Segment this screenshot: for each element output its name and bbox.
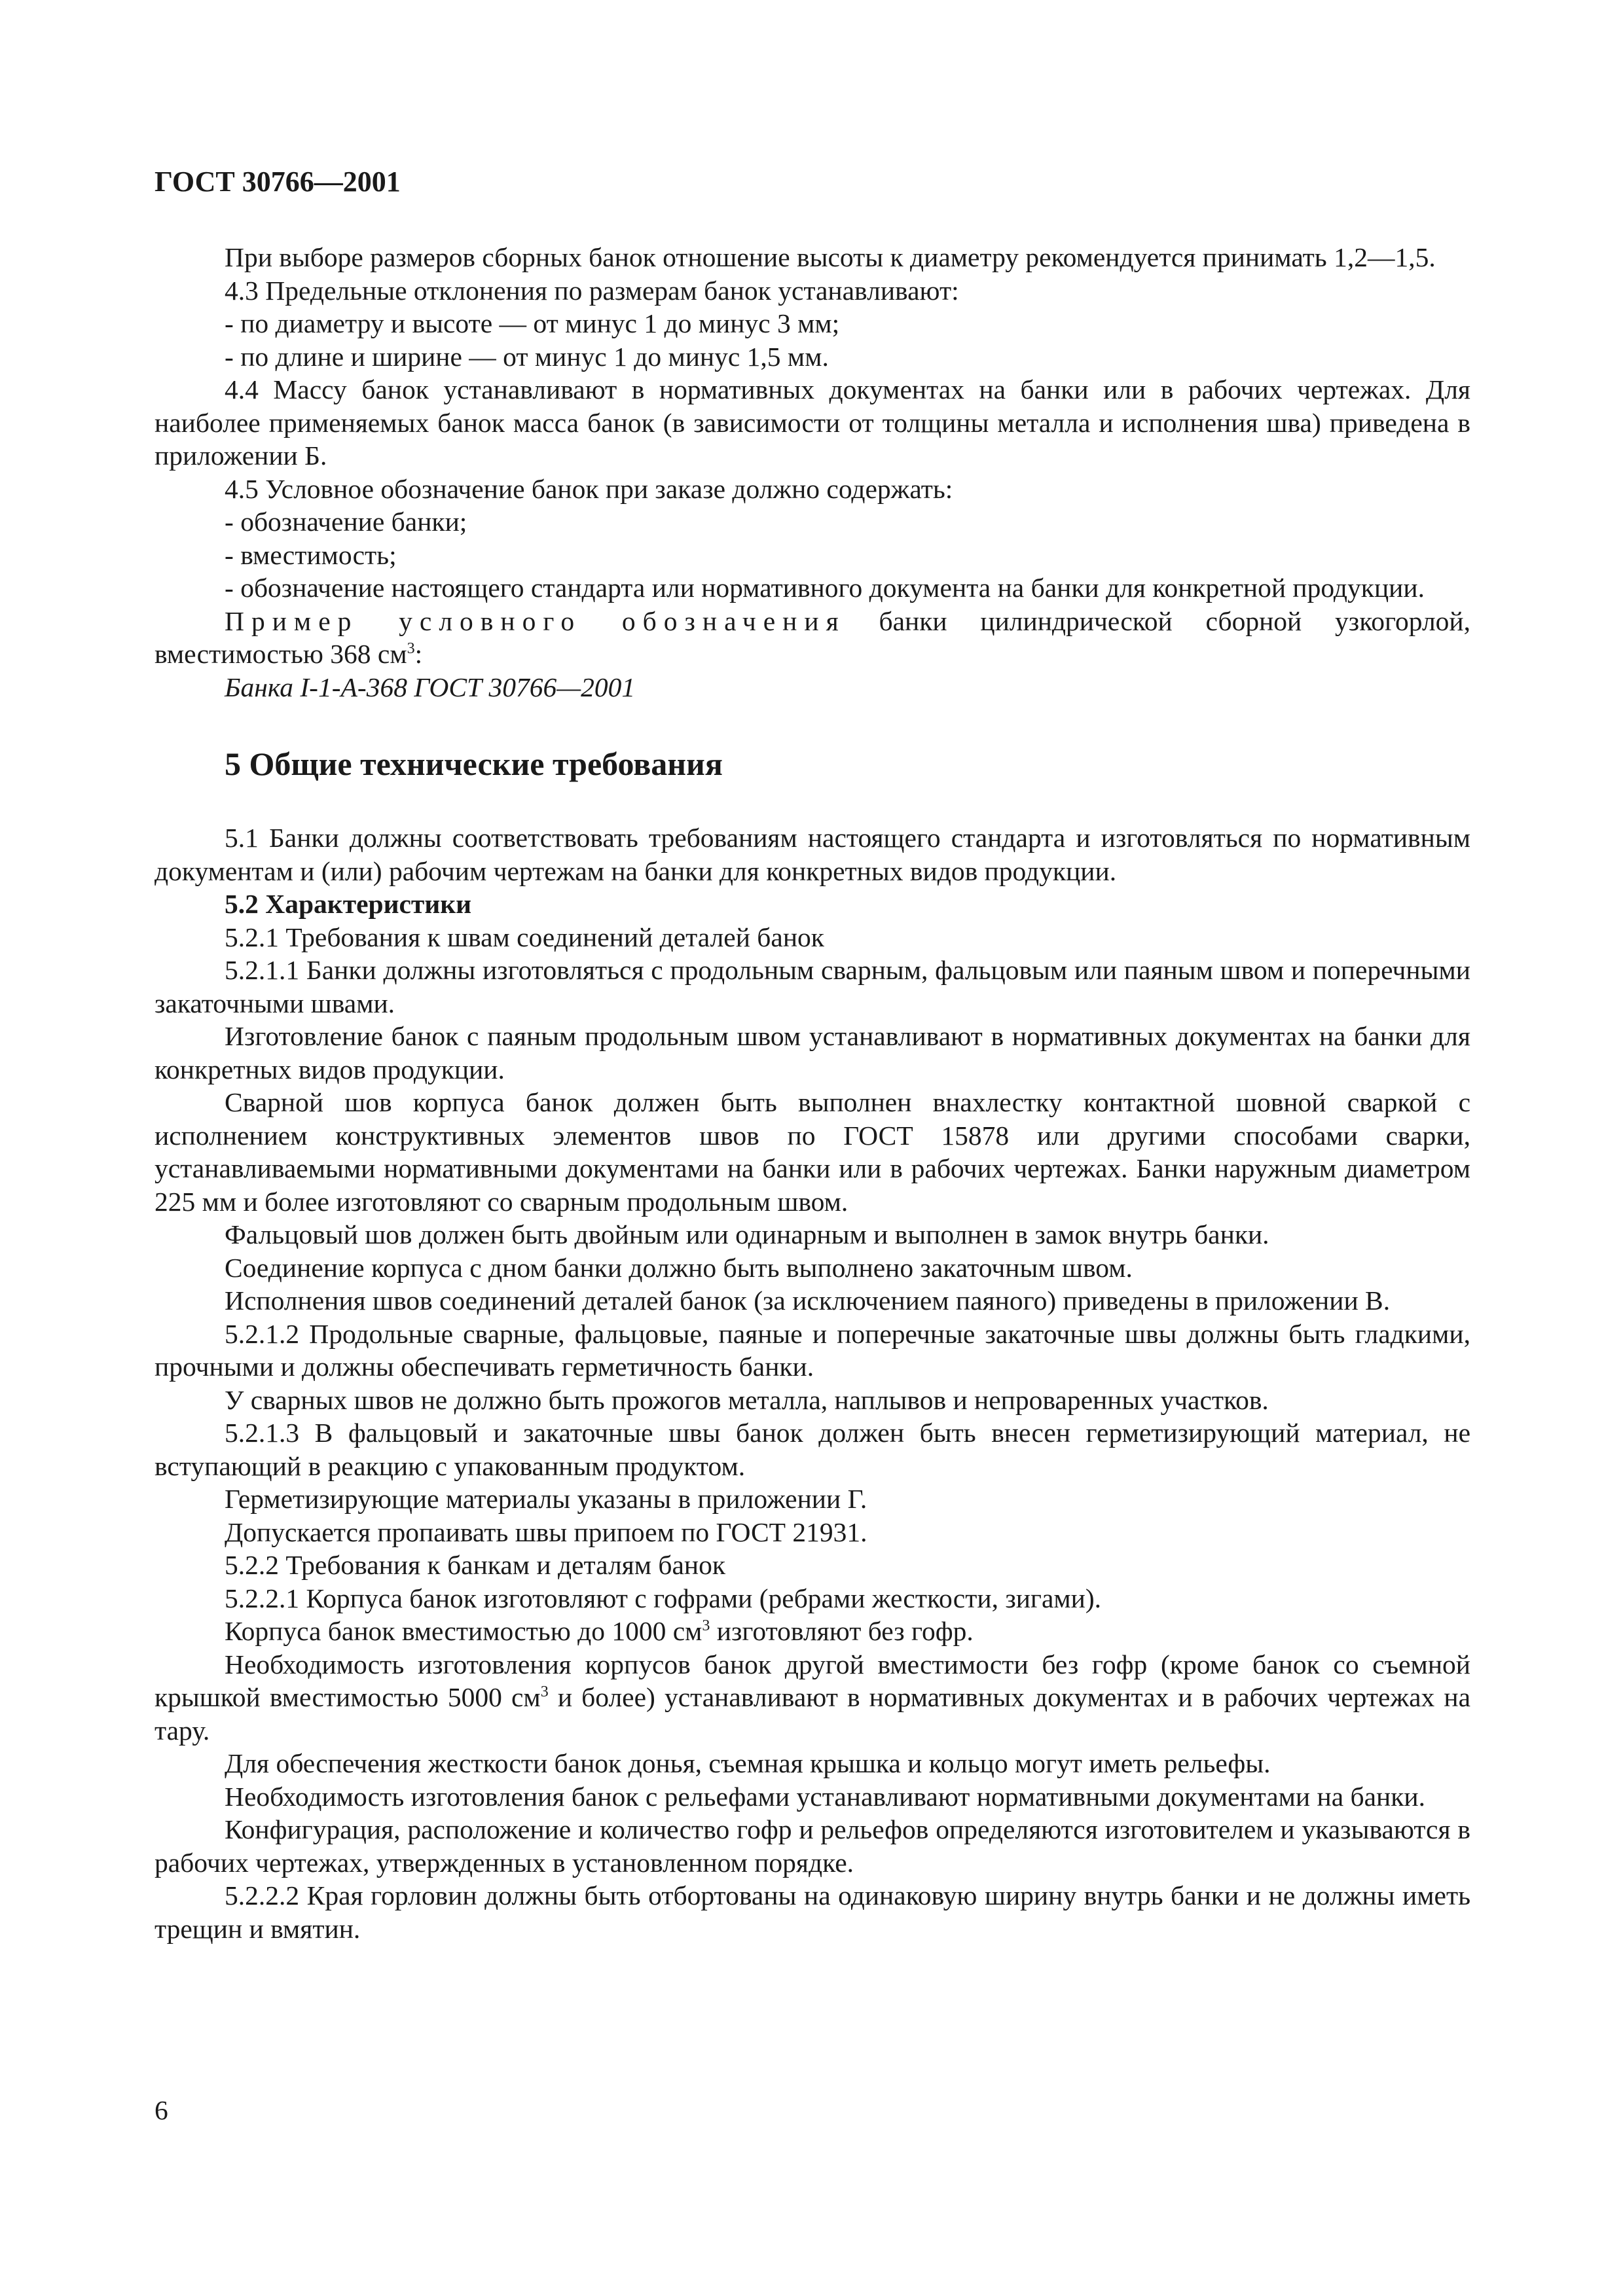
paragraph: 4.3 Предельные отклонения по размерам банок устанавливают: <box>225 275 959 306</box>
page-number: 6 <box>155 2095 168 2125</box>
section-title: 5 Общие технические требования <box>225 745 723 782</box>
list-item: - вместимость; <box>225 539 397 570</box>
subsection-heading: 5.2 Характеристики <box>225 889 472 919</box>
paragraph: 5.2.1.2 Продольные сварные, фальцовые, паяные и поперечные закаточные швы должны быть гладкими, прочными и должны обеспечивать герметичность банки. <box>155 1318 1470 1382</box>
paragraph: Необходимость изготовления банок с рельефами устанавливают нормативными документами на банки. <box>225 1781 1426 1812</box>
text-span: Корпуса банок вместимостью до 1000 см <box>225 1616 702 1646</box>
designation-example: Банка I-1-А-368 ГОСТ 30766—2001 <box>225 672 636 702</box>
paragraph <box>155 1615 1470 1648</box>
paragraph: 5.2.2.2 Края горловин должны быть отбортованы на одинаковую ширину внутрь банки и не должны иметь трещин и вмятин. <box>155 1880 1470 1944</box>
paragraph: 5.2.1.1 Банки должны изготовляться с продольным сварным, фальцовым или паяным швом и поперечными закаточными швами. <box>155 955 1470 1018</box>
superscript: 3 <box>407 640 415 658</box>
paragraph: У сварных швов не должно быть прожогов металла, наплывов и непроваренных участков. <box>225 1384 1269 1415</box>
paragraph: Для обеспечения жесткости банок донья, съемная крышка и кольцо могут иметь рельефы. <box>225 1748 1271 1778</box>
superscript: 3 <box>540 1683 549 1701</box>
paragraph: Сварной шов корпуса банок должен быть выполнен внахлестку контактной шовной сваркой с исполнением конструктивных элементов швов по ГОСТ 15878 или другими способами сварки, устанавливаемыми нормативными документами на банки или в рабочих чертежах. Банки наружным диаметром 225 мм и более изготовляют со сварным продольным швом. <box>155 1087 1470 1217</box>
list-item: - обозначение банки; <box>225 507 467 537</box>
paragraph: Фальцовый шов должен быть двойным или одинарным и выполнен в замок внутрь банки. <box>225 1219 1269 1249</box>
paragraph: Допускается пропаивать швы припоем по ГОСТ 21931. <box>225 1516 867 1547</box>
paragraph: 4.5 Условное обозначение банок при заказе должно содержать: <box>225 473 953 504</box>
example-paragraph <box>155 605 1470 671</box>
paragraph: Соединение корпуса с дном банки должно быть выполнено закаточным швом. <box>225 1252 1133 1283</box>
paragraph: 5.2.2.1 Корпуса банок изготовляют с гофрами (ребрами жесткости, зигами). <box>225 1583 1102 1613</box>
paragraph <box>155 1648 1470 1748</box>
list-item: - обозначение настоящего стандарта или нормативного документа на банки для конкретной продукции. <box>225 573 1425 603</box>
paragraph: 5.2.1.3 В фальцовый и закаточные швы банок должен быть внесен герметизирующий материал, не вступающий в реакцию с упакованным продуктом. <box>155 1418 1470 1481</box>
text-span: изготовляют без гофр. <box>710 1616 974 1646</box>
paragraph: Конфигурация, расположение и количество гофр и рельефов определяются изготовителем и указываются в рабочих чертежах, утвержденных в установленном порядке. <box>155 1814 1470 1878</box>
text-span: Необходимость изготовления корпусов банок другой вместимости без гофр (кроме банок со съемной крышкой вместимостью 5000 см <box>155 1649 1470 1712</box>
list-item: - по длине и ширине — от минус 1 до минус 1,5 мм. <box>225 341 829 372</box>
paragraph: 5.2.1 Требования к швам соединений деталей банок <box>225 922 824 952</box>
paragraph: Изготовление банок с паяным продольным швом устанавливают в нормативных документах на банки для конкретных видов продукции. <box>155 1021 1470 1085</box>
paragraph: 5.2.2 Требования к банкам и деталям банок <box>225 1550 726 1580</box>
paragraph: При выборе размеров сборных банок отношение высоты к диаметру рекомендуется принимать 1,2—1,5. <box>225 242 1436 272</box>
list-item: - по диаметру и высоте — от минус 1 до минус 3 мм; <box>225 308 840 338</box>
paragraph: 4.4 Массу банок устанавливают в нормативных документах на банки или в рабочих чертежах. Для наиболее применяемых банок масса банок (в зависимости от толщины металла и исполнения шва) приведена в приложении Б. <box>155 374 1470 471</box>
example-text: банки цилиндрической сборной узкогорлой, вместимостью 368 см <box>155 605 1470 669</box>
superscript: 3 <box>702 1617 710 1635</box>
example-end: : <box>414 639 423 669</box>
text-span: и более) устанавливают в нормативных документах и в рабочих чертежах на тару. <box>155 1682 1471 1746</box>
example-label: Пример условного обозначения <box>225 605 846 636</box>
document-header: ГОСТ 30766—2001 <box>155 166 401 198</box>
paragraph: Исполнения швов соединений деталей банок (за исключением паяного) приведены в приложении В. <box>225 1285 1391 1316</box>
paragraph: 5.1 Банки должны соответствовать требованиям настоящего стандарта и изготовляться по нормативным документам и (или) рабочим чертежам на банки для конкретных видов продукции. <box>155 823 1470 886</box>
paragraph: Герметизирующие материалы указаны в приложении Г. <box>225 1484 867 1514</box>
document-body <box>155 241 1470 1945</box>
